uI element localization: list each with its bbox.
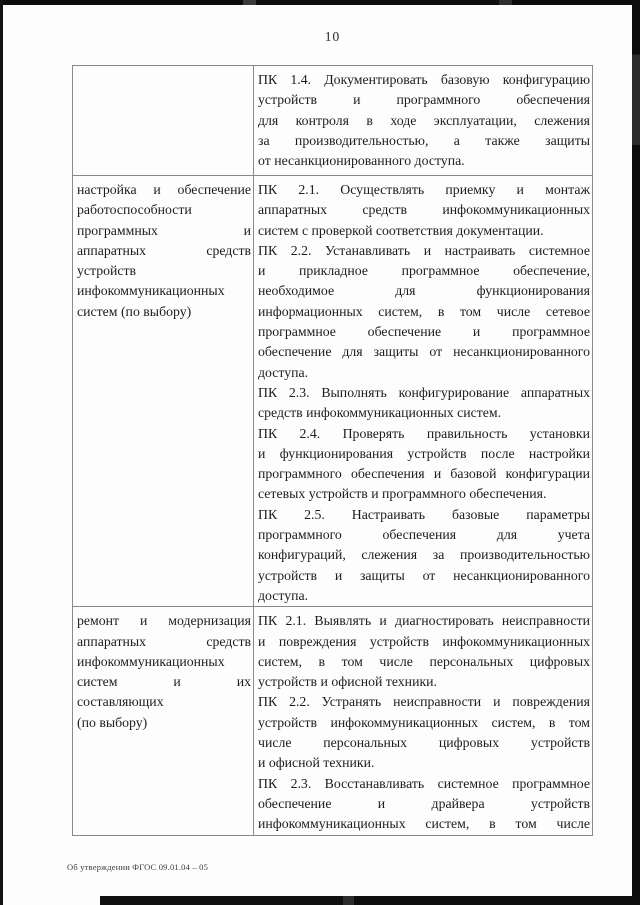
text-line: сетевых устройств и программного обеспечения. xyxy=(258,486,547,502)
text-line: числе персональных цифровых устройств xyxy=(258,735,590,751)
text-line: необходимое для функционирования xyxy=(258,283,590,299)
text-line: и повреждения устройств инфокоммуникационных xyxy=(258,633,590,649)
text-line: конфигураций, слежения за производительностью xyxy=(258,547,590,563)
cell-activity-repair xyxy=(73,607,254,835)
text-line: программных и xyxy=(77,222,251,238)
text-line: ПК 2.3. Восстанавливать системное программное xyxy=(258,775,590,791)
table-row xyxy=(73,176,593,607)
text-line: обеспечение для защиты от несанкционированного xyxy=(258,344,590,360)
text-line: аппаратных средств инфокоммуникационных xyxy=(258,202,590,218)
text-line: ПК 2.2. Устанавливать и настраивать системное xyxy=(258,242,590,258)
text-line: информационных систем, в том числе сетевое xyxy=(258,303,590,319)
competency-table xyxy=(72,65,593,836)
cell-competencies-pk2-repair xyxy=(254,607,593,835)
table-row xyxy=(73,607,593,835)
text-line: ПК 2.4. Проверять правильность установки xyxy=(258,425,590,441)
text-line: (по выбору) xyxy=(77,714,148,730)
text-line: систем с проверкой соответствия документации. xyxy=(258,222,544,238)
text-line: и прикладное программное обеспечение, xyxy=(258,263,590,279)
text-line: работоспособности xyxy=(77,202,192,218)
text-line: ПК 2.1. Осуществлять приемку и монтаж xyxy=(258,182,590,197)
footer-note: Об утверждении ФГОС 09.01.04 – 05 xyxy=(67,862,209,872)
text-line: от несанкционированного доступа. xyxy=(258,153,465,169)
text-line: средств инфокоммуникационных систем. xyxy=(258,405,502,421)
text-line: за производительностью, а также защиты xyxy=(258,132,590,148)
text-line: систем, в том числе персональных цифровых xyxy=(258,653,590,669)
text-line: настройка и обеспечение xyxy=(77,182,251,197)
text-line: ПК 2.3. Выполнять конфигурирование аппаратных xyxy=(258,384,590,400)
text-line: устройств и защиты от несанкционированного xyxy=(258,567,590,583)
text-line: устройств инфокоммуникационных систем, в том xyxy=(258,714,590,730)
text-line: устройств и программного обеспечения xyxy=(258,92,590,108)
text-line: инфокоммуникационных xyxy=(77,283,225,299)
cell-activity-empty xyxy=(73,66,254,176)
text-line: программное обеспечение и программное xyxy=(258,324,590,340)
text-line: ремонт и модернизация xyxy=(77,613,251,629)
text-line: ПК 2.5. Настраивать базовые параметры xyxy=(258,506,590,522)
text-line: доступа. xyxy=(258,587,309,603)
cell-competencies-pk2-setup xyxy=(254,176,593,607)
text-line: ПК 2.1. Выявлять и диагностировать неисправности xyxy=(258,613,590,629)
scan-edge-top xyxy=(0,0,640,5)
text-line: программного обеспечения для учета xyxy=(258,527,590,543)
scan-edge-right xyxy=(632,0,640,905)
scan-edge-left xyxy=(0,0,3,905)
text-line: систем (по выбору) xyxy=(77,303,192,319)
text-line: ПК 1.4. Документировать базовую конфигурацию xyxy=(258,72,590,87)
text-line: для контроля в ходе эксплуатации, слежения xyxy=(258,112,590,128)
text-line: программного обеспечения и базовой конфигурации xyxy=(258,466,590,482)
text-line: инфокоммуникационных xyxy=(77,653,225,669)
text-line: инфокоммуникационных систем, в том числе xyxy=(258,816,590,832)
text-line: систем и их xyxy=(77,674,251,690)
text-line: составляющих xyxy=(77,694,164,710)
text-line: аппаратных средств xyxy=(77,242,251,258)
table-row xyxy=(73,66,593,176)
text-line: устройств и офисной техники. xyxy=(258,674,437,690)
text-line: и офисной техники. xyxy=(258,755,375,771)
text-line: обеспечение и драйвера устройств xyxy=(258,795,590,811)
page-number: 10 xyxy=(324,29,341,44)
text-line: устройств xyxy=(77,263,137,279)
text-line: ПК 2.2. Устранять неисправности и повреждения xyxy=(258,694,590,710)
text-line: доступа. xyxy=(258,364,309,380)
text-line: аппаратных средств xyxy=(77,633,251,649)
scan-edge-bottom xyxy=(100,896,640,905)
text-line: и функционирования устройств после настройки xyxy=(258,445,590,461)
cell-competencies-pk1 xyxy=(254,66,593,176)
cell-activity-setup xyxy=(73,176,254,607)
